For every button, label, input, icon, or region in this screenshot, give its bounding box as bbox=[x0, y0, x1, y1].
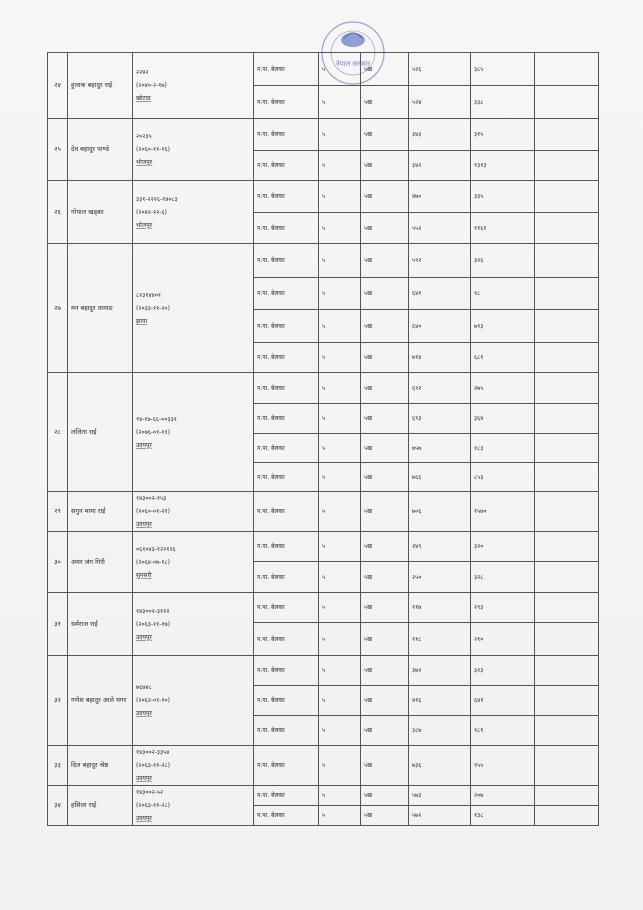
sheet-cell: ५ख bbox=[361, 716, 409, 746]
certificate-number-text: ७६७४८ bbox=[136, 684, 152, 691]
plot-number-cell: ७६६ bbox=[409, 463, 471, 492]
ward-cell: ५ bbox=[319, 86, 361, 119]
district-text: भोजपुर bbox=[136, 221, 153, 229]
ward-cell: ५ bbox=[319, 278, 361, 310]
ward-cell: ५ bbox=[319, 373, 361, 404]
serial-number-cell: ३४ bbox=[48, 786, 68, 826]
ward-cell: ५ bbox=[319, 786, 361, 806]
table-row bbox=[48, 656, 599, 686]
plot-number-cell: ५७३ bbox=[409, 786, 471, 806]
sheet-cell: ५ख bbox=[361, 343, 409, 373]
district-text: उदयपुर bbox=[136, 521, 152, 528]
plot-number-cell: ५२६ bbox=[409, 53, 471, 86]
municipality-cell: न.पा. बेलका bbox=[254, 86, 319, 119]
serial-number-cell: २९ bbox=[48, 492, 68, 532]
citizenship-detail-cell bbox=[133, 593, 254, 656]
municipality-cell: न.पा. बेलका bbox=[254, 492, 319, 532]
serial-number-cell: ३१ bbox=[48, 593, 68, 656]
citizenship-detail-cell bbox=[133, 373, 254, 492]
sheet-cell: ५ख bbox=[361, 434, 409, 463]
ward-cell: ५ bbox=[319, 593, 361, 623]
area-cell: ३२६ bbox=[471, 244, 535, 278]
ward-cell: ५ bbox=[319, 562, 361, 593]
land-records-table bbox=[47, 52, 599, 826]
remarks-cell bbox=[535, 806, 599, 826]
plot-number-cell: ६९३ bbox=[409, 404, 471, 434]
area-cell: २०७ bbox=[471, 786, 535, 806]
owner-name-cell: अमर जंग गिरी bbox=[68, 532, 133, 593]
citizenship-detail-cell bbox=[133, 786, 254, 826]
table-row bbox=[48, 746, 599, 786]
remarks-cell bbox=[535, 151, 599, 181]
owner-name-cell: गणेश बहादुर आले मगर bbox=[68, 656, 133, 746]
municipality-cell: न.पा. बेलका bbox=[254, 716, 319, 746]
ward-cell: ५ bbox=[319, 310, 361, 343]
plot-number-cell: ११८ bbox=[409, 623, 471, 656]
svg-text:नेपाल सरकार: नेपाल सरकार bbox=[335, 60, 371, 68]
sheet-cell: ५ख bbox=[361, 562, 409, 593]
remarks-cell bbox=[535, 278, 599, 310]
area-cell: २९३ bbox=[471, 593, 535, 623]
ward-cell: ५ bbox=[319, 343, 361, 373]
issue-date-text: (२०६०-११-१६) bbox=[136, 146, 170, 153]
certificate-number-text: १४३००२-३११२ bbox=[136, 607, 170, 615]
citizenship-detail-cell bbox=[133, 492, 254, 532]
sheet-cell: ५ख bbox=[361, 53, 409, 86]
municipality-cell: न.पा. बेलका bbox=[254, 562, 319, 593]
serial-number-cell: २६ bbox=[48, 181, 68, 244]
owner-name-cell: मन बहादुर तामाङ bbox=[68, 244, 133, 373]
area-cell: ६८१ bbox=[471, 343, 535, 373]
citizenship-detail-cell bbox=[133, 532, 254, 593]
certificate-number-text: १४३००२-३३५४ bbox=[136, 749, 170, 756]
municipality-cell: न.पा. बेलका bbox=[254, 656, 319, 686]
serial-number-cell: २७ bbox=[48, 244, 68, 373]
issue-date-text: (२०४०-२-१७) bbox=[136, 82, 167, 89]
issue-date-text: (२०३३-११-२०) bbox=[136, 304, 170, 312]
citizenship-detail-cell bbox=[133, 53, 254, 119]
sheet-cell: ५ख bbox=[361, 119, 409, 151]
municipality-cell: न.पा. बेलका bbox=[254, 343, 319, 373]
remarks-cell bbox=[535, 310, 599, 343]
area-cell: १३८ bbox=[471, 806, 535, 826]
municipality-cell: न.पा. बेलका bbox=[254, 151, 319, 181]
serial-number-cell: २४ bbox=[48, 53, 68, 119]
area-cell: १८ bbox=[471, 278, 535, 310]
municipality-cell: न.पा. बेलका bbox=[254, 53, 319, 86]
sheet-cell: ५ख bbox=[361, 86, 409, 119]
table-row bbox=[48, 181, 599, 213]
plot-number-cell: २५० bbox=[409, 562, 471, 593]
remarks-cell bbox=[535, 463, 599, 492]
remarks-cell bbox=[535, 746, 599, 786]
area-cell: १८३ bbox=[471, 434, 535, 463]
district-text: उदयपुर bbox=[136, 775, 152, 782]
area-cell: १३१३ bbox=[471, 151, 535, 181]
district-text: झापा bbox=[136, 317, 148, 325]
remarks-cell bbox=[535, 623, 599, 656]
municipality-cell: न.पा. बेलका bbox=[254, 806, 319, 826]
area-cell: १८१ bbox=[471, 716, 535, 746]
district-text: सुनसरी bbox=[136, 571, 152, 579]
certificate-number-text: १४३००२-५२ bbox=[136, 789, 164, 796]
serial-number-cell: ३० bbox=[48, 532, 68, 593]
table-row bbox=[48, 119, 599, 151]
municipality-cell: न.पा. बेलका bbox=[254, 181, 319, 213]
district-text: उदयपुर bbox=[136, 633, 152, 641]
certificate-number-text: ०६१०४३-१२२१२६ bbox=[136, 545, 176, 553]
certificate-number-text: १४-१७-६६-००३३१ bbox=[136, 415, 177, 423]
remarks-cell bbox=[535, 86, 599, 119]
remarks-cell bbox=[535, 786, 599, 806]
plot-number-cell: ४१६ bbox=[409, 686, 471, 716]
remarks-cell bbox=[535, 593, 599, 623]
ward-cell: ५ bbox=[319, 746, 361, 786]
area-cell: ३३५ bbox=[471, 181, 535, 213]
area-cell: ८५३ bbox=[471, 463, 535, 492]
citizenship-detail-cell bbox=[133, 244, 254, 373]
table-row bbox=[48, 244, 599, 278]
plot-number-cell: २४९ bbox=[409, 532, 471, 562]
district-text: उदयपुर bbox=[136, 441, 152, 449]
plot-number-cell: ३८७ bbox=[409, 716, 471, 746]
ward-cell: ५ bbox=[319, 213, 361, 244]
serial-number-cell: ३३ bbox=[48, 746, 68, 786]
ward-cell: ५ bbox=[319, 404, 361, 434]
plot-number-cell: ५९२ bbox=[409, 244, 471, 278]
sheet-cell: ५ख bbox=[361, 492, 409, 532]
plot-number-cell: ६४० bbox=[409, 310, 471, 343]
ward-cell: ५ bbox=[319, 656, 361, 686]
sheet-cell: ५ख bbox=[361, 278, 409, 310]
area-cell: ११६१ bbox=[471, 213, 535, 244]
remarks-cell bbox=[535, 404, 599, 434]
ward-cell: ५ bbox=[319, 532, 361, 562]
sheet-cell: ५ख bbox=[361, 593, 409, 623]
serial-number-cell: २५ bbox=[48, 119, 68, 181]
plot-number-cell: ६९२ bbox=[409, 373, 471, 404]
remarks-cell bbox=[535, 562, 599, 593]
remarks-cell bbox=[535, 656, 599, 686]
table-row bbox=[48, 532, 599, 562]
remarks-cell bbox=[535, 181, 599, 213]
citizenship-detail-cell bbox=[133, 746, 254, 786]
table-row bbox=[48, 53, 599, 86]
citizenship-detail-cell bbox=[133, 181, 254, 244]
municipality-cell: न.पा. बेलका bbox=[254, 278, 319, 310]
municipality-cell: न.पा. बेलका bbox=[254, 373, 319, 404]
remarks-cell bbox=[535, 716, 599, 746]
citizenship-detail-cell bbox=[133, 656, 254, 746]
ward-cell: ५ bbox=[319, 151, 361, 181]
sheet-cell: ५ख bbox=[361, 310, 409, 343]
plot-number-cell: ५५२ bbox=[409, 213, 471, 244]
table-row bbox=[48, 492, 599, 532]
table-row bbox=[48, 373, 599, 404]
sheet-cell: ५ख bbox=[361, 532, 409, 562]
certificate-number-text: २२४२ bbox=[136, 69, 149, 76]
sheet-cell: ५ख bbox=[361, 806, 409, 826]
plot-number-cell: ३४३ bbox=[409, 119, 471, 151]
sheet-cell: ५ख bbox=[361, 373, 409, 404]
ward-cell: ५ bbox=[319, 181, 361, 213]
owner-name-cell: धर्मराज राई bbox=[68, 593, 133, 656]
plot-number-cell: ७३६ bbox=[409, 746, 471, 786]
issue-date-text: (२०६४-०७-१८) bbox=[136, 558, 170, 566]
issue-date-text: (२०६३-११-२८) bbox=[136, 762, 170, 769]
area-cell: १५५ bbox=[471, 746, 535, 786]
area-cell: ६४१ bbox=[471, 686, 535, 716]
ward-cell: ५ bbox=[319, 244, 361, 278]
municipality-cell: न.पा. बेलका bbox=[254, 623, 319, 656]
ward-cell: ५ bbox=[319, 686, 361, 716]
certificate-number-text: ३३१-२२२६-१४०८३ bbox=[136, 195, 178, 203]
area-cell: ३८५ bbox=[471, 53, 535, 86]
plot-number-cell: ३७२ bbox=[409, 656, 471, 686]
area-cell: २१० bbox=[471, 623, 535, 656]
owner-name-cell: देव बहादुर पाण्डे bbox=[68, 119, 133, 181]
ward-cell: ५ bbox=[319, 806, 361, 826]
owner-name-cell: गोपाल खड्का bbox=[68, 181, 133, 244]
issue-date-text: (२०७६-०१-११) bbox=[136, 428, 170, 436]
area-cell: ३६४ bbox=[471, 404, 535, 434]
sheet-cell: ५ख bbox=[361, 181, 409, 213]
remarks-cell bbox=[535, 492, 599, 532]
table-row bbox=[48, 593, 599, 623]
remarks-cell bbox=[535, 373, 599, 404]
municipality-cell: न.पा. बेलका bbox=[254, 434, 319, 463]
plot-number-cell: ३४२ bbox=[409, 151, 471, 181]
table-row bbox=[48, 786, 599, 806]
area-cell: ३२३ bbox=[471, 656, 535, 686]
issue-date-text: (२०६३-११-२८) bbox=[136, 802, 170, 809]
sheet-cell: ५ख bbox=[361, 686, 409, 716]
ward-cell: ५ bbox=[319, 623, 361, 656]
owner-name-cell: ललिता राई bbox=[68, 373, 133, 492]
ward-cell: ५ bbox=[319, 119, 361, 151]
district-text: खोटाङ bbox=[136, 95, 151, 102]
municipality-cell: न.पा. बेलका bbox=[254, 213, 319, 244]
sheet-cell: ५ख bbox=[361, 623, 409, 656]
remarks-cell bbox=[535, 53, 599, 86]
owner-name-cell: हुलाक बहादुर राई bbox=[68, 53, 133, 119]
municipality-cell: न.पा. बेलका bbox=[254, 686, 319, 716]
ward-cell: ५ bbox=[319, 53, 361, 86]
area-cell: ३३८ bbox=[471, 86, 535, 119]
municipality-cell: न.पा. बेलका bbox=[254, 404, 319, 434]
ward-cell: ५ bbox=[319, 463, 361, 492]
sheet-cell: ५ख bbox=[361, 463, 409, 492]
certificate-number-text: २०२३५ bbox=[136, 133, 152, 140]
certificate-number-text: १४३००२-१५३ bbox=[136, 495, 167, 502]
certificate-number-text: ८२३१४४०१ bbox=[136, 291, 161, 299]
remarks-cell bbox=[535, 244, 599, 278]
area-cell: १५७० bbox=[471, 492, 535, 532]
serial-number-cell: ३२ bbox=[48, 656, 68, 746]
issue-date-text: (२०६२-०१-१०) bbox=[136, 697, 170, 704]
serial-number-cell: २८ bbox=[48, 373, 68, 492]
ward-cell: ५ bbox=[319, 434, 361, 463]
municipality-cell: न.पा. बेलका bbox=[254, 532, 319, 562]
municipality-cell: न.पा. बेलका bbox=[254, 310, 319, 343]
remarks-cell bbox=[535, 532, 599, 562]
municipality-cell: न.पा. बेलका bbox=[254, 593, 319, 623]
issue-date-text: (२०६३-११-१७) bbox=[136, 620, 170, 628]
issue-date-text: (२०४२-१२-६) bbox=[136, 208, 167, 216]
ward-cell: ५ bbox=[319, 492, 361, 532]
plot-number-cell: ७१४ bbox=[409, 343, 471, 373]
municipality-cell: न.पा. बेलका bbox=[254, 463, 319, 492]
citizenship-detail-cell bbox=[133, 119, 254, 181]
area-cell: ३२० bbox=[471, 532, 535, 562]
owner-name-cell: हसिला राई bbox=[68, 786, 133, 826]
plot-number-cell: ७५७ bbox=[409, 434, 471, 463]
owner-name-cell: सगुन माया राई bbox=[68, 492, 133, 532]
municipality-cell: न.पा. बेलका bbox=[254, 786, 319, 806]
district-text: उदयपुर bbox=[136, 815, 152, 822]
municipality-cell: न.पा. बेलका bbox=[254, 119, 319, 151]
sheet-cell: ५ख bbox=[361, 151, 409, 181]
area-cell: २७५ bbox=[471, 373, 535, 404]
municipality-cell: न.पा. बेलका bbox=[254, 746, 319, 786]
plot-number-cell: ६४१ bbox=[409, 278, 471, 310]
district-text: उदयपुर bbox=[136, 710, 152, 717]
remarks-cell bbox=[535, 213, 599, 244]
remarks-cell bbox=[535, 119, 599, 151]
sheet-cell: ५ख bbox=[361, 786, 409, 806]
remarks-cell bbox=[535, 686, 599, 716]
area-cell: ७१३ bbox=[471, 310, 535, 343]
ward-cell: ५ bbox=[319, 716, 361, 746]
plot-number-cell: ५२४ bbox=[409, 86, 471, 119]
plot-number-cell: ७०६ bbox=[409, 492, 471, 532]
owner-name-cell: दिल बहादुर श्रेष्ठ bbox=[68, 746, 133, 786]
remarks-cell bbox=[535, 343, 599, 373]
area-cell: ३१५ bbox=[471, 119, 535, 151]
plot-number-cell: ४७० bbox=[409, 181, 471, 213]
sheet-cell: ५ख bbox=[361, 656, 409, 686]
district-text: भोजपुर bbox=[136, 159, 153, 166]
municipality-cell: न.पा. बेलका bbox=[254, 244, 319, 278]
remarks-cell bbox=[535, 434, 599, 463]
area-cell: ३२८ bbox=[471, 562, 535, 593]
issue-date-text: (२०६०-०१-२१) bbox=[136, 508, 170, 515]
plot-number-cell: ११७ bbox=[409, 593, 471, 623]
sheet-cell: ५ख bbox=[361, 746, 409, 786]
sheet-cell: ५ख bbox=[361, 213, 409, 244]
sheet-cell: ५ख bbox=[361, 244, 409, 278]
sheet-cell: ५ख bbox=[361, 404, 409, 434]
plot-number-cell: ५७२ bbox=[409, 806, 471, 826]
